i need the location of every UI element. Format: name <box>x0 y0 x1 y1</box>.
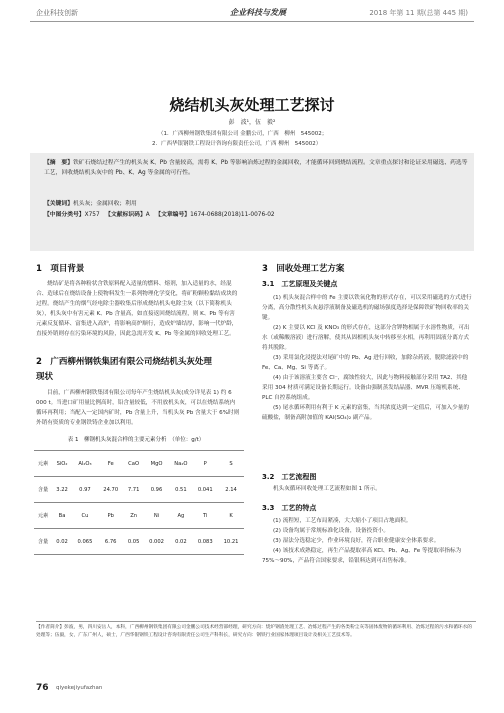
doc-label: 【文献标识码】 <box>105 212 146 218</box>
table-caption: 表 1 柳钢机头灰混合样的主要元素分析 （单位：g/t） <box>67 437 205 443</box>
table-cell: 7.71 <box>124 477 144 503</box>
table-cell: CaO <box>124 451 144 477</box>
section-3-title: 3 回收处理工艺方案 <box>262 264 345 274</box>
paper-title: 烧结机头灰处理工艺探讨 <box>169 96 335 114</box>
clc-value: X757 <box>84 212 100 218</box>
table-cell: K <box>218 503 244 529</box>
s31-p5: (5) 尾水循环利用有利于 K 元素的富集，当其浓度达到一定值后，可加入少量的硫酸盐，制备高附加值的 KAl(SO₄)₂ 副产品。 <box>262 405 469 421</box>
section-2-text: 目前，广西柳州钢铁集团有限公司每年产生烧结机头灰(成分详见表 1) 约 6 000 t。当进口矿用量比例高时，铅含量较低，不用放机头灰，可以在烧结系统内循环再利用；当配入一定国内矿时，Pb 含量上升，当机头灰 Pb 含量大于 6%时则外销有资质的专业钢铁铸企业加以利用。 <box>36 390 240 426</box>
s33-item-2: (2) 设备均属于常规标准化设备，设备投资小。 <box>273 528 389 534</box>
table-cell: 3.22 <box>52 477 72 503</box>
table-cell: 0.002 <box>144 529 170 555</box>
table-cell: 0.97 <box>72 477 98 503</box>
header-left: 企业科技创新 <box>36 9 78 17</box>
table-cell: 0.041 <box>192 477 218 503</box>
author-footnote: 【作者简介】彭波，男，四川安岳人，本科，广西柳州钢铁集团有限公司金鹏公司技术经营部经理，研究方向：烧炉钢渣处理工艺、冶炼过程产生的各类粉尘灰等固体废物的循环利用、冶炼过程的污水和循环水的处理等；伍毅，女，广东广州人，硕士，广西华银钢铁工程设计咨询有限责任公司生产科科长，研究方向：钢铁行业国家体理项目设计及相关工艺技术等。 <box>36 625 472 638</box>
page-number: 76 <box>36 683 49 693</box>
table-cell: MgO <box>144 451 170 477</box>
table-row <box>34 451 244 477</box>
keywords <box>44 199 472 209</box>
table-cell: Al₂O₃ <box>72 451 98 477</box>
classification-line <box>44 210 472 220</box>
section-1-text: 烧结矿是将各种粉状含铁原料配入适量的燃料、熔剂，加入适量的水，经混合、造球后在烧结设备上使物料发生一系列物理化学变化，将矿粉颗粒黏结成块的过程。烧结产生的烟气经电除尘器收集后形成烧结机头电除尘灰（以下简称机头灰），机头灰中有害元素 K、Pb 含量高，如直接返回烧结流程，则 K、Pb 等有害元素反复循环、富集进入高炉，将影响高炉顺行，造成炉墙结厚，影响一代炉龄，直接外销则存在污染环境的风险，因此急需开发 K、Pb 等金属的回收处理工艺。 <box>36 281 238 337</box>
section-3-1-text <box>262 293 472 423</box>
section-2-title-line2: 现状 <box>36 372 54 382</box>
table-cell: Na₂O <box>169 451 192 477</box>
s31-p2: (2) K 主要以 KCl 及 KNO₃ 的形式存在，这部分含钾物相属于水溶性物质，可出水（或稀酸溶液）进行溶解，使其从固相机头灰中转移至水相，再利用固液分离方式将其脱除。 <box>262 325 470 351</box>
table-cell: Cu <box>72 503 98 529</box>
table-cell: 0.083 <box>192 529 218 555</box>
section-3-1-title: 3.1 工艺原理及关键点 <box>262 280 338 288</box>
keywords-label: 【关键词】 <box>44 201 73 207</box>
element-analysis-table <box>34 450 244 555</box>
table-cell: Ti <box>192 503 218 529</box>
clc-label: 【中图分类号】 <box>44 212 85 218</box>
affiliation-2: 2．广西华银钢铁工程设计咨询有限责任公司，广西 柳州 545002） <box>152 141 322 147</box>
abstract-label: 【摘 要】 <box>44 160 73 166</box>
table-cell: 0.065 <box>72 529 98 555</box>
abstract <box>44 158 472 178</box>
article-label: 【文章编号】 <box>155 212 191 218</box>
section-3-2-text: 机头灰循环回收处理工艺流程如图 1 所示。 <box>273 486 381 492</box>
keywords-text: 机头灰；金属回收；利用 <box>73 201 137 207</box>
abstract-text: 铁矿石烧结过程产生的机头灰 K、Pb 含量较高，需将 K、Pb 等影响冶炼过程的金属回收，才能循环回到烧结流程。文章重点探讨和论证采用磁选、药选等工艺，回收烧结机头灰中的 Pb、K、Ag 等金属的可行性。 <box>44 160 468 176</box>
header-divider <box>30 21 474 22</box>
s31-p3: (3) 采用氯化浸提法对尾矿中的 Pb、Ag 进行回收，加除杂药液，脱除滤液中的 Fe、Ca、Mg、Si 等离子。 <box>262 355 469 371</box>
table-cell: Ba <box>52 503 72 529</box>
table-row-header: 元素 <box>34 451 52 477</box>
table-cell: 10.21 <box>218 529 244 555</box>
table-cell: 6.76 <box>98 529 124 555</box>
section-3-2-title: 3.2 工艺流程图 <box>262 473 317 481</box>
s31-p1: (1) 机头灰混合样中的 Fe 主要以铁氧化物的形式存在，可以采用磁选的方式进行分离，高分散性机头灰悬浮液制备及磁选机的磁场强度选择是保障铁矿物回收率的关键。 <box>262 295 472 321</box>
table-cell: 2.14 <box>218 477 244 503</box>
s33-item-3: (3) 湿法分选稳定少，作业环境良好，符合职业健康安全体系要求。 <box>273 538 440 544</box>
table-row <box>34 477 244 503</box>
authors: 彭 波¹，伍 毅² <box>228 119 276 126</box>
table-row <box>34 529 244 555</box>
s33-item-1: (1) 流程短，工艺布局紧凑，大大缩小了项目占地面积。 <box>273 518 412 524</box>
table-cell: 0.96 <box>144 477 170 503</box>
table-row-header: 含量 <box>34 529 52 555</box>
table-cell: 0.51 <box>169 477 192 503</box>
table-cell: Pb <box>98 503 124 529</box>
table-row-header: 含量 <box>34 477 52 503</box>
table-row-header: 元素 <box>34 503 52 529</box>
table-cell: P <box>192 451 218 477</box>
section-1-title: 1 项目背景 <box>36 264 85 274</box>
section-2-title-line1: 2 广西柳州钢铁集团有限公司烧结机头灰处理 <box>36 357 212 367</box>
section-3-3-list <box>262 516 472 566</box>
affiliation-1: （1．广西柳州钢铁集团有限公司 金鹏公司，广西 柳州 545002； <box>158 131 328 137</box>
doc-value: A <box>145 212 150 218</box>
table-cell: Ni <box>144 503 170 529</box>
table-row <box>34 503 244 529</box>
table-cell: 0.05 <box>124 529 144 555</box>
page-url: qiyekejiyufazhan <box>56 685 103 691</box>
table-cell: 0.02 <box>52 529 72 555</box>
table-cell: 24.70 <box>98 477 124 503</box>
article-value: 1674-0688(2018)11-0076-02 <box>190 212 275 218</box>
table-cell: Fe <box>98 451 124 477</box>
s33-item-4: (4) 该技术成熟稳定，再生产品提取率高 KCl、Pb、Ag、Fe 等提取率指标为 75%～90%，产品符合国家要求，铅银料达到可出售标准。 <box>262 548 462 564</box>
table-cell: S <box>218 451 244 477</box>
table-cell: Zn <box>124 503 144 529</box>
s31-p4: (4) 由于该溶液主要含 Cl⁻，腐蚀性较大，因此与物料接触部分采用 TA2、其他采用 304 材质可满足设备长期运行。设备由强制蒸发结晶器、MVR 压缩机系统、PLC 自控系统组成。 <box>262 375 468 401</box>
issue-info: 2018 年第 11 期(总第 445 期) <box>369 9 468 17</box>
table-cell: Ag <box>169 503 192 529</box>
journal-name: 企业科技与发展 <box>230 7 286 17</box>
footnote-divider <box>36 621 476 622</box>
section-3-3-title: 3.3 工艺的特点 <box>262 504 317 512</box>
table-cell: 0.02 <box>169 529 192 555</box>
table-cell: SiO₂ <box>52 451 72 477</box>
